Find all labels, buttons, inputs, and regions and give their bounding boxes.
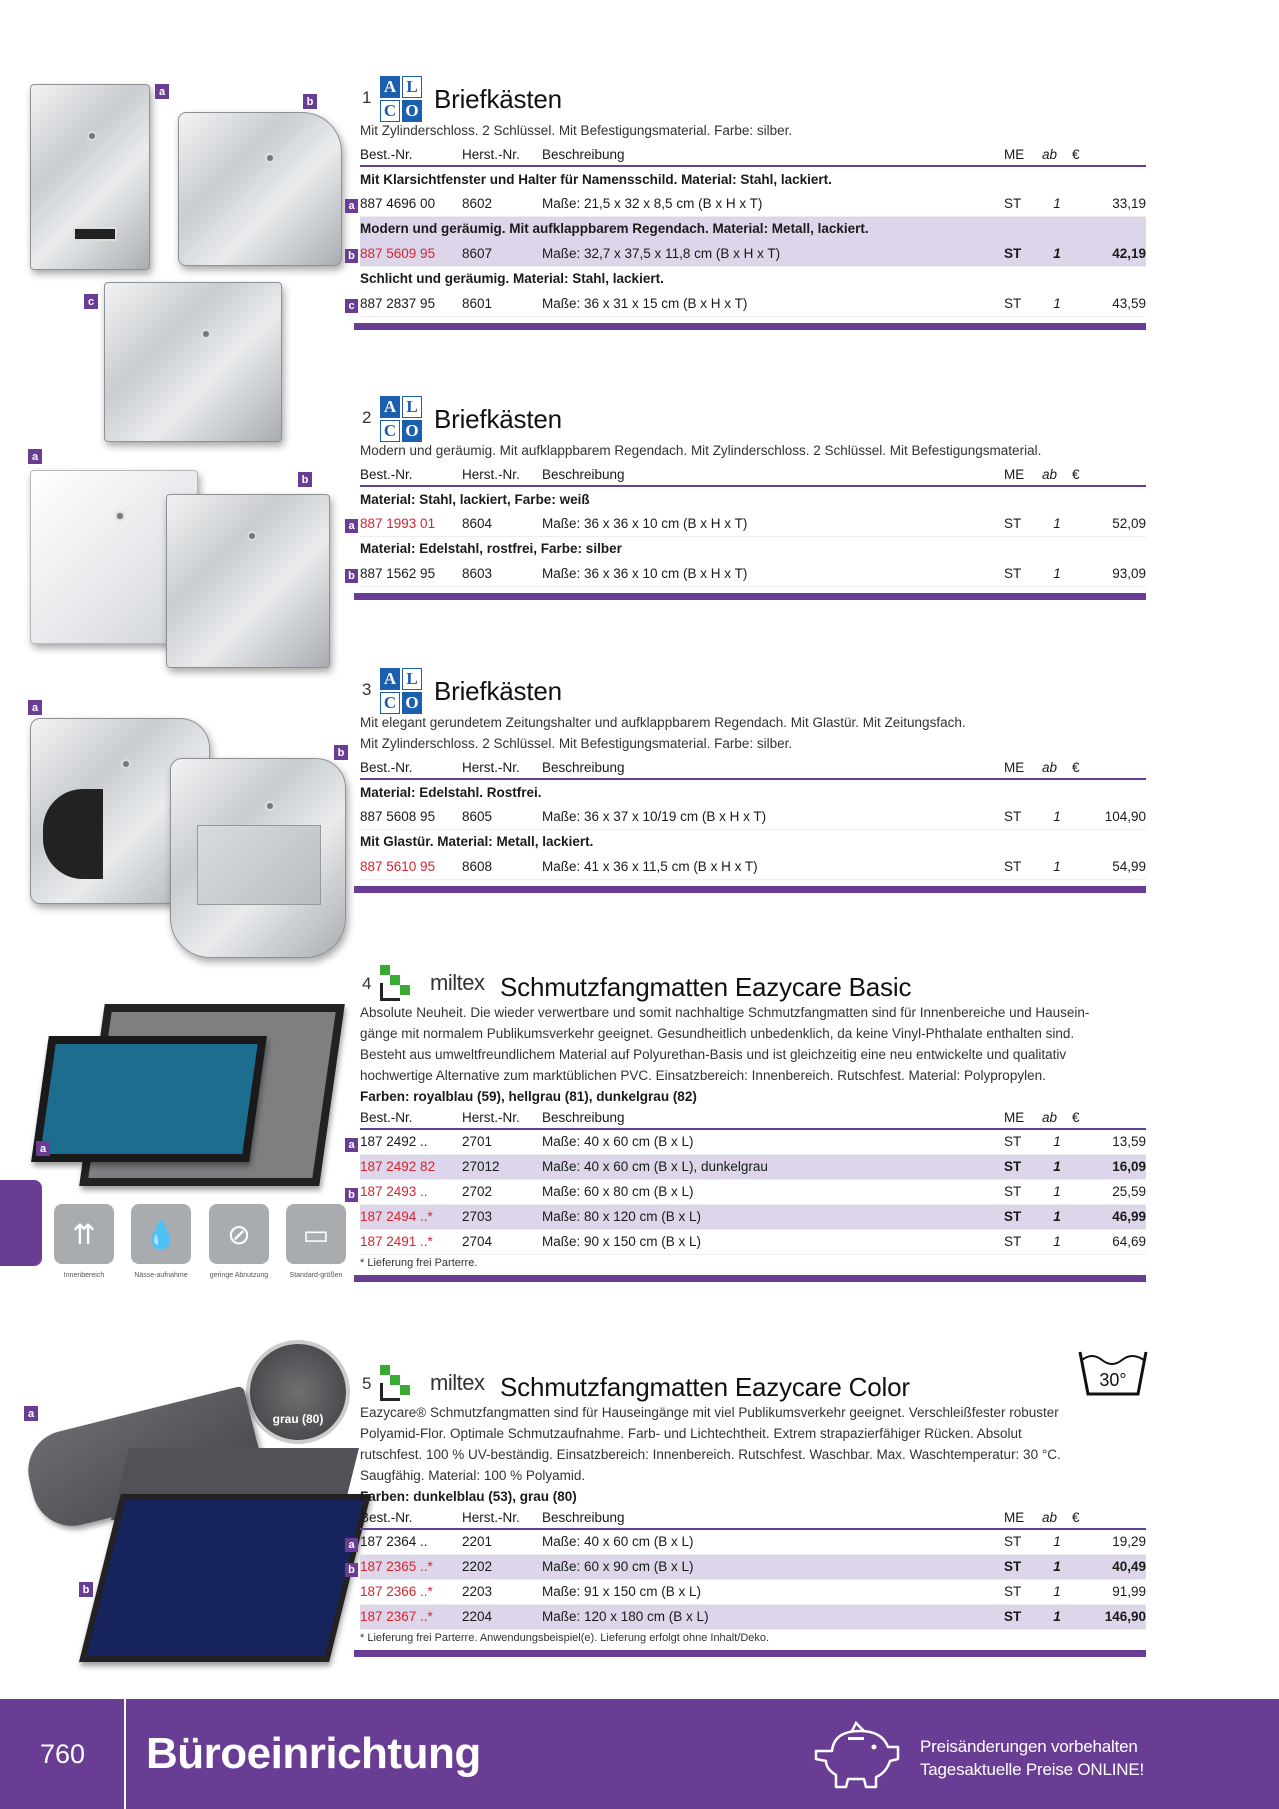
icon-caption: Innenbereich bbox=[63, 1272, 105, 1279]
section-divider bbox=[354, 323, 1146, 330]
col-herst-nr: Herst.-Nr. bbox=[462, 1506, 542, 1529]
section-number: 2 bbox=[362, 408, 372, 427]
section-description: Mit elegant gerundetem Zeitungshalter und aufklappbarem Regendach. Mit Glastür. Mit Zeitungsfach. bbox=[360, 715, 966, 730]
col-best-nr: Best.-Nr. bbox=[360, 463, 462, 486]
mat-image-4a bbox=[31, 1036, 267, 1162]
row-letter: b bbox=[345, 1188, 358, 1202]
lock-icon bbox=[87, 131, 97, 141]
col-ab: ab bbox=[1042, 1506, 1072, 1529]
row-letter: a bbox=[345, 519, 358, 533]
table-subheading bbox=[360, 829, 1146, 854]
product-table bbox=[348, 1106, 1146, 1255]
footer-note-line-2: Tagesaktuelle Preise ONLINE! bbox=[920, 1760, 1145, 1779]
herst-nr: 8607 bbox=[462, 241, 542, 266]
best-nr-cell bbox=[348, 191, 462, 216]
min-qty: 1 bbox=[1042, 1129, 1072, 1154]
best-nr: 187 2366 ..* bbox=[360, 1579, 462, 1604]
col-best-nr: Best.-Nr. bbox=[360, 143, 462, 166]
miltex-wordmark: miltex bbox=[430, 970, 485, 995]
section-divider bbox=[354, 593, 1146, 600]
unit: ST bbox=[1004, 1579, 1042, 1604]
col-price: € bbox=[1072, 143, 1146, 166]
min-qty: 1 bbox=[1042, 804, 1072, 829]
product-table bbox=[348, 463, 1146, 587]
min-qty: 1 bbox=[1042, 1154, 1072, 1179]
table-subheading bbox=[360, 486, 1146, 511]
col-ab: ab bbox=[1042, 463, 1072, 486]
price: 52,09 bbox=[1072, 511, 1146, 536]
table-subheading bbox=[360, 779, 1146, 804]
image-label-a: a bbox=[28, 700, 42, 715]
col-price: € bbox=[1072, 463, 1146, 486]
footer-divider bbox=[124, 1699, 126, 1809]
indoor-icon: ⇈ bbox=[54, 1204, 114, 1264]
subheading-text: Schlicht und geräumig. Material: Stahl, lackiert. bbox=[360, 271, 664, 287]
table-row[interactable] bbox=[360, 291, 1146, 316]
product-table bbox=[360, 756, 1146, 880]
footnote: * Lieferung frei Parterre. bbox=[360, 1256, 478, 1269]
section-description: Absolute Neuheit. Die wieder verwertbare und somit nachhaltige Schmutzfangmatten sind für Innenbereiche und Hausein- bbox=[360, 1005, 1090, 1020]
description: Maße: 80 x 120 cm (B x L) bbox=[542, 1204, 1004, 1229]
subheading-text: Material: Edelstahl, rostfrei, Farbe: silber bbox=[360, 541, 622, 557]
section-4 bbox=[348, 960, 1146, 1282]
table-subheading bbox=[360, 266, 1146, 291]
col-beschreibung: Beschreibung bbox=[542, 1106, 1004, 1129]
table-row[interactable] bbox=[360, 1579, 1146, 1604]
min-qty: 1 bbox=[1042, 1604, 1072, 1629]
min-qty: 1 bbox=[1042, 511, 1072, 536]
best-nr: 887 5609 95 bbox=[360, 245, 436, 261]
section-description: Eazycare® Schmutzfangmatten sind für Hauseingänge mit viel Publikumsverkehr geeignet. Verschleißfester robuster bbox=[360, 1405, 1059, 1420]
col-me: ME bbox=[1004, 143, 1042, 166]
standard-sizes-icon: ▭ bbox=[286, 1204, 346, 1264]
side-tab bbox=[0, 1180, 42, 1266]
section-2 bbox=[348, 396, 1146, 600]
product-table bbox=[348, 1506, 1146, 1630]
image-label-c: c bbox=[84, 294, 98, 309]
row-letter: c bbox=[345, 299, 358, 313]
best-nr-cell bbox=[348, 1529, 462, 1554]
table-row[interactable] bbox=[360, 1604, 1146, 1629]
col-herst-nr: Herst.-Nr. bbox=[462, 756, 542, 779]
section-header bbox=[360, 668, 1146, 712]
table-header bbox=[360, 756, 1146, 779]
table-row[interactable] bbox=[360, 854, 1146, 879]
unit: ST bbox=[1004, 1204, 1042, 1229]
image-label-b: b bbox=[298, 472, 312, 487]
best-nr-cell bbox=[348, 561, 462, 586]
description: Maße: 40 x 60 cm (B x L), dunkelgrau bbox=[542, 1154, 1004, 1179]
best-nr: 187 2494 ..* bbox=[360, 1204, 462, 1229]
miltex-logo bbox=[380, 1362, 484, 1404]
min-qty: 1 bbox=[1042, 561, 1072, 586]
description: Maße: 120 x 180 cm (B x L) bbox=[542, 1604, 1004, 1629]
table-row[interactable] bbox=[360, 241, 1146, 266]
col-ab: ab bbox=[1042, 143, 1072, 166]
unit: ST bbox=[1004, 1529, 1042, 1554]
subheading-text: Material: Stahl, lackiert, Farbe: weiß bbox=[360, 491, 590, 507]
table-row[interactable] bbox=[360, 804, 1146, 829]
section-1 bbox=[348, 76, 1146, 330]
section-header bbox=[360, 1360, 1146, 1402]
price: 16,09 bbox=[1072, 1154, 1146, 1179]
unit: ST bbox=[1004, 1154, 1042, 1179]
description: Maße: 36 x 36 x 10 cm (B x H x T) bbox=[542, 561, 1004, 586]
herst-nr: 2202 bbox=[462, 1554, 542, 1579]
water-absorption-icon: 💧 bbox=[131, 1204, 191, 1264]
section-header bbox=[360, 76, 1146, 120]
subheading-text: Mit Glastür. Material: Metall, lackiert. bbox=[360, 834, 594, 850]
unit: ST bbox=[1004, 191, 1042, 216]
best-nr: 887 5608 95 bbox=[360, 804, 462, 829]
col-ab: ab bbox=[1042, 1106, 1072, 1129]
alco-logo-icon: A L C O bbox=[380, 668, 422, 710]
description: Maße: 21,5 x 32 x 8,5 cm (B x H x T) bbox=[542, 191, 1004, 216]
icon-caption: Nässe-aufnahme bbox=[134, 1272, 188, 1279]
subheading-text: Material: Edelstahl. Rostfrei. bbox=[360, 784, 542, 800]
best-nr-cell bbox=[348, 1129, 462, 1154]
min-qty: 1 bbox=[1042, 241, 1072, 266]
price: 33,19 bbox=[1072, 191, 1146, 216]
price: 46,99 bbox=[1072, 1204, 1146, 1229]
best-nr-cell bbox=[348, 1179, 462, 1204]
table-row[interactable] bbox=[360, 1129, 1146, 1154]
unit: ST bbox=[1004, 1129, 1042, 1154]
table-row[interactable] bbox=[360, 1229, 1146, 1254]
piggy-bank-icon bbox=[812, 1721, 904, 1791]
col-best-nr: Best.-Nr. bbox=[360, 1506, 462, 1529]
table-header bbox=[360, 463, 1146, 486]
swatch-circle bbox=[246, 1340, 350, 1444]
min-qty: 1 bbox=[1042, 1204, 1072, 1229]
row-letter: b bbox=[345, 569, 358, 583]
table-header bbox=[360, 143, 1146, 166]
section-divider bbox=[354, 886, 1146, 893]
col-herst-nr: Herst.-Nr. bbox=[462, 463, 542, 486]
page-number: 760 bbox=[40, 1739, 86, 1769]
col-price: € bbox=[1072, 1106, 1146, 1129]
newspaper-holder bbox=[43, 789, 103, 879]
image-label-a: a bbox=[155, 84, 169, 99]
min-qty: 1 bbox=[1042, 191, 1072, 216]
col-beschreibung: Beschreibung bbox=[542, 756, 1004, 779]
section-divider bbox=[354, 1275, 1146, 1282]
unit: ST bbox=[1004, 1554, 1042, 1579]
best-nr-cell bbox=[348, 511, 462, 536]
lock-icon bbox=[121, 759, 131, 769]
table-row[interactable] bbox=[360, 1204, 1146, 1229]
herst-nr: 2203 bbox=[462, 1579, 542, 1604]
miltex-logo-icon bbox=[380, 1365, 416, 1401]
table-row[interactable] bbox=[360, 511, 1146, 536]
herst-nr: 8605 bbox=[462, 804, 542, 829]
image-label-b: b bbox=[79, 1582, 93, 1597]
mailbox-image-2b bbox=[166, 494, 330, 668]
section-description-3: Besteht aus umweltfreundlichem Material auf Polyurethan-Basis und ist gleichzeitig eine neu entwickelte und qualitativ bbox=[360, 1047, 1067, 1062]
section-number: 4 bbox=[362, 974, 372, 993]
unit: ST bbox=[1004, 241, 1042, 266]
section-description: Modern und geräumig. Mit aufklappbarem Regendach. Mit Zylinderschloss. 2 Schlüssel. Mit Befestigungsmaterial. bbox=[360, 443, 1042, 458]
section-description: Mit Zylinderschloss. 2 Schlüssel. Mit Befestigungsmaterial. Farbe: silber. bbox=[360, 123, 793, 138]
section-title: Schmutzfangmatten Eazycare Basic bbox=[500, 972, 912, 1002]
description: Maße: 60 x 80 cm (B x L) bbox=[542, 1179, 1004, 1204]
image-label-a: a bbox=[24, 1406, 38, 1421]
lock-icon bbox=[265, 801, 275, 811]
table-row[interactable] bbox=[360, 1154, 1146, 1179]
footer-note bbox=[920, 1735, 1144, 1781]
col-beschreibung: Beschreibung bbox=[542, 143, 1004, 166]
icon-caption: geringe Abnutzung bbox=[209, 1272, 269, 1279]
herst-nr: 27012 bbox=[462, 1154, 542, 1179]
price: 19,29 bbox=[1072, 1529, 1146, 1554]
herst-nr: 8604 bbox=[462, 511, 542, 536]
col-price: € bbox=[1072, 756, 1146, 779]
section-number: 1 bbox=[362, 88, 372, 107]
alco-logo-icon: A L C O bbox=[380, 396, 422, 438]
miltex-logo-icon bbox=[380, 965, 416, 1001]
col-me: ME bbox=[1004, 463, 1042, 486]
section-3 bbox=[360, 668, 1146, 893]
herst-nr: 8608 bbox=[462, 854, 542, 879]
price: 54,99 bbox=[1072, 854, 1146, 879]
herst-nr: 2701 bbox=[462, 1129, 542, 1154]
best-nr: 887 1993 01 bbox=[360, 515, 436, 531]
row-letter: a bbox=[345, 1138, 358, 1152]
price: 40,49 bbox=[1072, 1554, 1146, 1579]
color-options: Farben: royalblau (59), hellgrau (81), dunkelgrau (82) bbox=[360, 1089, 697, 1104]
price: 25,59 bbox=[1072, 1179, 1146, 1204]
section-5 bbox=[348, 1360, 1146, 1657]
best-nr-cell bbox=[348, 241, 462, 266]
herst-nr: 2204 bbox=[462, 1604, 542, 1629]
section-title: Briefkästen bbox=[434, 676, 562, 706]
col-best-nr: Best.-Nr. bbox=[360, 756, 462, 779]
mat-image-5b bbox=[79, 1494, 371, 1662]
table-subheading bbox=[360, 536, 1146, 561]
section-title: Schmutzfangmatten Eazycare Color bbox=[500, 1372, 910, 1402]
section-description-4: hochwertige Alternative zum marktüblichen PVC. Einsatzbereich: Innenbereich. Rutschfest. Material: Polypropylen. bbox=[360, 1068, 1046, 1083]
lock-icon bbox=[247, 531, 257, 541]
herst-nr: 2201 bbox=[462, 1529, 542, 1554]
price: 146,90 bbox=[1072, 1604, 1146, 1629]
unit: ST bbox=[1004, 511, 1042, 536]
mailbox-image-1c bbox=[104, 282, 282, 442]
table-header bbox=[360, 1106, 1146, 1129]
miltex-logo bbox=[380, 962, 484, 1004]
description: Maße: 40 x 60 cm (B x L) bbox=[542, 1529, 1004, 1554]
col-me: ME bbox=[1004, 1506, 1042, 1529]
best-nr-cell bbox=[348, 291, 462, 316]
col-me: ME bbox=[1004, 1106, 1042, 1129]
description: Maße: 41 x 36 x 11,5 cm (B x H x T) bbox=[542, 854, 1004, 879]
unit: ST bbox=[1004, 291, 1042, 316]
min-qty: 1 bbox=[1042, 1179, 1072, 1204]
section-description-3: rutschfest. 100 % UV-beständig. Einsatzbereich: Innenbereich. Rutschfest. Waschbar. Max. Waschtemperatur: 30 °C. bbox=[360, 1447, 1061, 1462]
subheading-text: Modern und geräumig. Mit aufklappbarem Regendach. Material: Metall, lackiert. bbox=[360, 216, 1146, 241]
price: 43,59 bbox=[1072, 291, 1146, 316]
min-qty: 1 bbox=[1042, 1579, 1072, 1604]
min-qty: 1 bbox=[1042, 1529, 1072, 1554]
description: Maße: 90 x 150 cm (B x L) bbox=[542, 1229, 1004, 1254]
subheading-text: Mit Klarsichtfenster und Halter für Namensschild. Material: Stahl, lackiert. bbox=[360, 171, 832, 187]
description: Maße: 36 x 37 x 10/19 cm (B x H x T) bbox=[542, 804, 1004, 829]
best-nr: 887 1562 95 bbox=[360, 565, 436, 581]
unit: ST bbox=[1004, 1179, 1042, 1204]
icon-caption: Standard-größen bbox=[289, 1272, 343, 1279]
herst-nr: 8601 bbox=[462, 291, 542, 316]
row-letter: a bbox=[345, 199, 358, 213]
unit: ST bbox=[1004, 1229, 1042, 1254]
mailbox-image-1b bbox=[178, 112, 342, 266]
unit: ST bbox=[1004, 804, 1042, 829]
image-label-a: a bbox=[36, 1141, 50, 1156]
category-title: Büroeinrichtung bbox=[146, 1729, 481, 1778]
col-beschreibung: Beschreibung bbox=[542, 1506, 1004, 1529]
table-row[interactable] bbox=[360, 1554, 1146, 1579]
table-row[interactable] bbox=[360, 561, 1146, 586]
herst-nr: 2702 bbox=[462, 1179, 542, 1204]
low-wear-icon: ⊘ bbox=[209, 1204, 269, 1264]
mailbox-image-1a bbox=[30, 84, 150, 270]
section-divider bbox=[354, 1650, 1146, 1657]
unit: ST bbox=[1004, 854, 1042, 879]
best-nr: 187 2491 ..* bbox=[360, 1229, 462, 1254]
description: Maße: 32,7 x 37,5 x 11,8 cm (B x H x T) bbox=[542, 241, 1004, 266]
herst-nr: 2703 bbox=[462, 1204, 542, 1229]
best-nr-cell bbox=[348, 1554, 462, 1579]
section-header bbox=[360, 960, 1146, 1002]
section-description-2: Polyamid-Flor. Optimale Schmutzaufnahme. Farb- und Lichtechtheit. Extrem strapazierfähiger Rücken. Absolut bbox=[360, 1426, 1022, 1441]
price: 13,59 bbox=[1072, 1129, 1146, 1154]
unit: ST bbox=[1004, 561, 1042, 586]
herst-nr: 8602 bbox=[462, 191, 542, 216]
swatch-label: grau (80) bbox=[272, 1412, 324, 1426]
col-herst-nr: Herst.-Nr. bbox=[462, 143, 542, 166]
best-nr: 187 2492 82 bbox=[360, 1154, 462, 1179]
col-ab: ab bbox=[1042, 756, 1072, 779]
price: 93,09 bbox=[1072, 561, 1146, 586]
description: Maße: 91 x 150 cm (B x L) bbox=[542, 1579, 1004, 1604]
row-letter: b bbox=[345, 1563, 358, 1577]
description: Maße: 60 x 90 cm (B x L) bbox=[542, 1554, 1004, 1579]
section-description-2: gänge mit normalem Publikumsverkehr geeignet. Gesundheitlich unbedenklich, da keine Vinyl-Phthalate enthalten sind. bbox=[360, 1026, 1075, 1041]
price: 64,69 bbox=[1072, 1229, 1146, 1254]
section-description-2: Mit Zylinderschloss. 2 Schlüssel. Mit Befestigungsmaterial. Farbe: silber. bbox=[360, 736, 793, 751]
page-footer bbox=[0, 1699, 1279, 1809]
section-title: Briefkästen bbox=[434, 84, 562, 114]
mailbox-image-3b bbox=[170, 758, 346, 958]
min-qty: 1 bbox=[1042, 1229, 1072, 1254]
description: Maße: 40 x 60 cm (B x L) bbox=[542, 1129, 1004, 1154]
footer-note-line-1: Preisänderungen vorbehalten bbox=[920, 1737, 1138, 1756]
table-row[interactable] bbox=[360, 1179, 1146, 1204]
min-qty: 1 bbox=[1042, 1554, 1072, 1579]
best-nr: 187 2367 ..* bbox=[360, 1604, 462, 1629]
col-me: ME bbox=[1004, 756, 1042, 779]
image-label-a: a bbox=[28, 449, 42, 464]
section-header bbox=[360, 396, 1146, 440]
product-table bbox=[348, 143, 1146, 317]
best-nr: 187 2364 .. bbox=[360, 1534, 428, 1550]
col-price: € bbox=[1072, 1506, 1146, 1529]
herst-nr: 8603 bbox=[462, 561, 542, 586]
price: 104,90 bbox=[1072, 804, 1146, 829]
price: 91,99 bbox=[1072, 1579, 1146, 1604]
miltex-wordmark: miltex bbox=[430, 1370, 485, 1395]
price: 42,19 bbox=[1072, 241, 1146, 266]
row-letter: a bbox=[345, 1538, 358, 1552]
table-header bbox=[360, 1506, 1146, 1529]
best-nr: 187 2493 .. bbox=[360, 1184, 428, 1199]
lock-icon bbox=[115, 511, 125, 521]
table-subheading bbox=[360, 166, 1146, 191]
section-number: 5 bbox=[362, 1374, 372, 1393]
table-row[interactable] bbox=[360, 1529, 1146, 1554]
best-nr: 887 4696 00 bbox=[360, 195, 436, 211]
herst-nr: 2704 bbox=[462, 1229, 542, 1254]
best-nr: 887 5610 95 bbox=[360, 854, 462, 879]
wash-temp-label: 30° bbox=[1099, 1370, 1127, 1390]
table-subheading bbox=[360, 216, 1146, 241]
min-qty: 1 bbox=[1042, 854, 1072, 879]
description: Maße: 36 x 31 x 15 cm (B x H x T) bbox=[542, 291, 1004, 316]
footnote: * Lieferung frei Parterre. Anwendungsbeispiel(e). Lieferung erfolgt ohne Inhalt/Deko. bbox=[360, 1631, 770, 1644]
image-label-b: b bbox=[303, 94, 317, 109]
mailbox-slot bbox=[73, 227, 117, 241]
alco-logo-icon: A L C O bbox=[380, 76, 422, 118]
section-number: 3 bbox=[362, 680, 372, 699]
min-qty: 1 bbox=[1042, 291, 1072, 316]
best-nr: 187 2492 .. bbox=[360, 1134, 428, 1150]
col-best-nr: Best.-Nr. bbox=[360, 1106, 462, 1129]
unit: ST bbox=[1004, 1604, 1042, 1629]
section-title: Briefkästen bbox=[434, 404, 562, 434]
color-options: Farben: dunkelblau (53), grau (80) bbox=[360, 1489, 577, 1504]
description: Maße: 36 x 36 x 10 cm (B x H x T) bbox=[542, 511, 1004, 536]
table-row[interactable] bbox=[360, 191, 1146, 216]
col-herst-nr: Herst.-Nr. bbox=[462, 1106, 542, 1129]
lock-icon bbox=[265, 153, 275, 163]
best-nr: 887 2837 95 bbox=[360, 295, 436, 311]
col-beschreibung: Beschreibung bbox=[542, 463, 1004, 486]
best-nr: 187 2365 ..* bbox=[360, 1559, 433, 1574]
image-label-b: b bbox=[334, 745, 348, 760]
lock-icon bbox=[201, 329, 211, 339]
section-description-4: Saugfähig. Material: 100 % Polyamid. bbox=[360, 1468, 586, 1483]
row-letter: b bbox=[345, 249, 358, 263]
glass-door bbox=[197, 825, 321, 905]
